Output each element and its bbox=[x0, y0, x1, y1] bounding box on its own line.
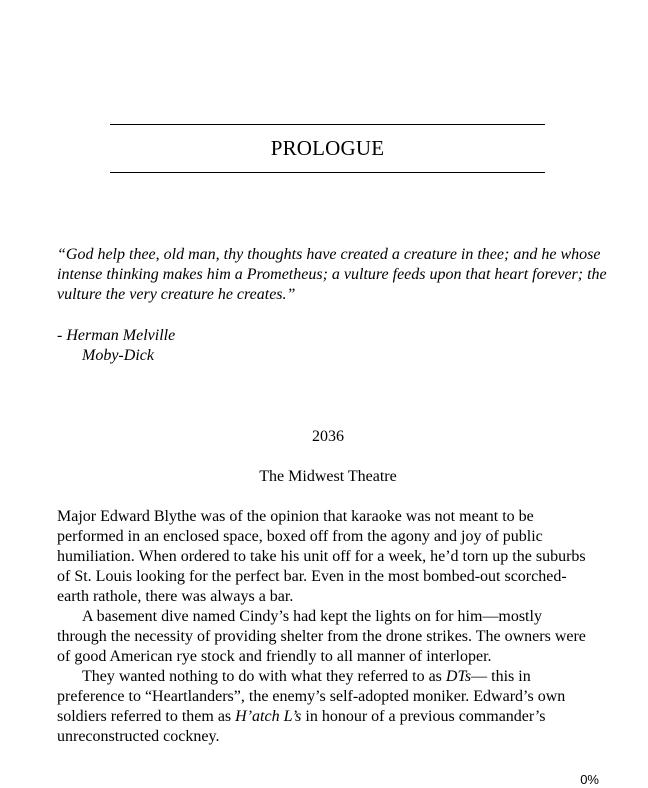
paragraph-3-term-dts: DTs bbox=[445, 668, 472, 685]
paragraph-3-term-hatch: H’atch L’s bbox=[235, 708, 302, 725]
chapter-rule-bottom bbox=[110, 172, 545, 173]
chapter-title: PROLOGUE bbox=[270, 136, 385, 160]
epigraph-work: Moby-Dick bbox=[82, 347, 154, 364]
section-place: The Midwest Theatre bbox=[259, 468, 397, 485]
section-year: 2036 bbox=[312, 428, 344, 445]
body-text bbox=[57, 507, 592, 747]
epigraph bbox=[57, 245, 617, 305]
paragraph-3-part-a: They wanted nothing to do with what they referred to as bbox=[82, 668, 446, 685]
epigraph-attribution bbox=[57, 326, 175, 366]
paragraph-3 bbox=[57, 667, 592, 747]
chapter-rule-top bbox=[110, 124, 545, 125]
paragraph-3-part-c: in honour of a previous commander’s unreconstructed cockney. bbox=[57, 708, 546, 745]
paragraph-3-part-b: — this in preference to “Heartlanders”, the enemy’s self-adopted moniker. Edward’s own soldiers referred to them as bbox=[57, 668, 566, 725]
epigraph-author: - Herman Melville bbox=[57, 327, 176, 344]
paragraph-1: Major Edward Blythe was of the opinion that karaoke was not meant to be performed in an enclosed space, boxed off from the agony and joy of public humiliation. When ordered to take his unit off for a week, he’d torn up the suburbs of St. Louis looking for the perfect bar. Even in the most bombed-out scorched-earth rathole, there was always a bar. bbox=[57, 508, 586, 605]
epigraph-quote: “God help thee, old man, thy thoughts have created a creature in thee; and he whose intense thinking makes him a Prometheus; a vulture feeds upon that heart forever; the vulture the very creature he creates.” bbox=[57, 246, 607, 303]
paragraph-2: A basement dive named Cindy’s had kept the lights on for him—mostly through the necessity of providing shelter from the drone strikes. The owners were of good American rye stock and friendly to all manner of interloper. bbox=[57, 608, 586, 665]
reading-progress-indicator: 0% bbox=[580, 772, 599, 787]
